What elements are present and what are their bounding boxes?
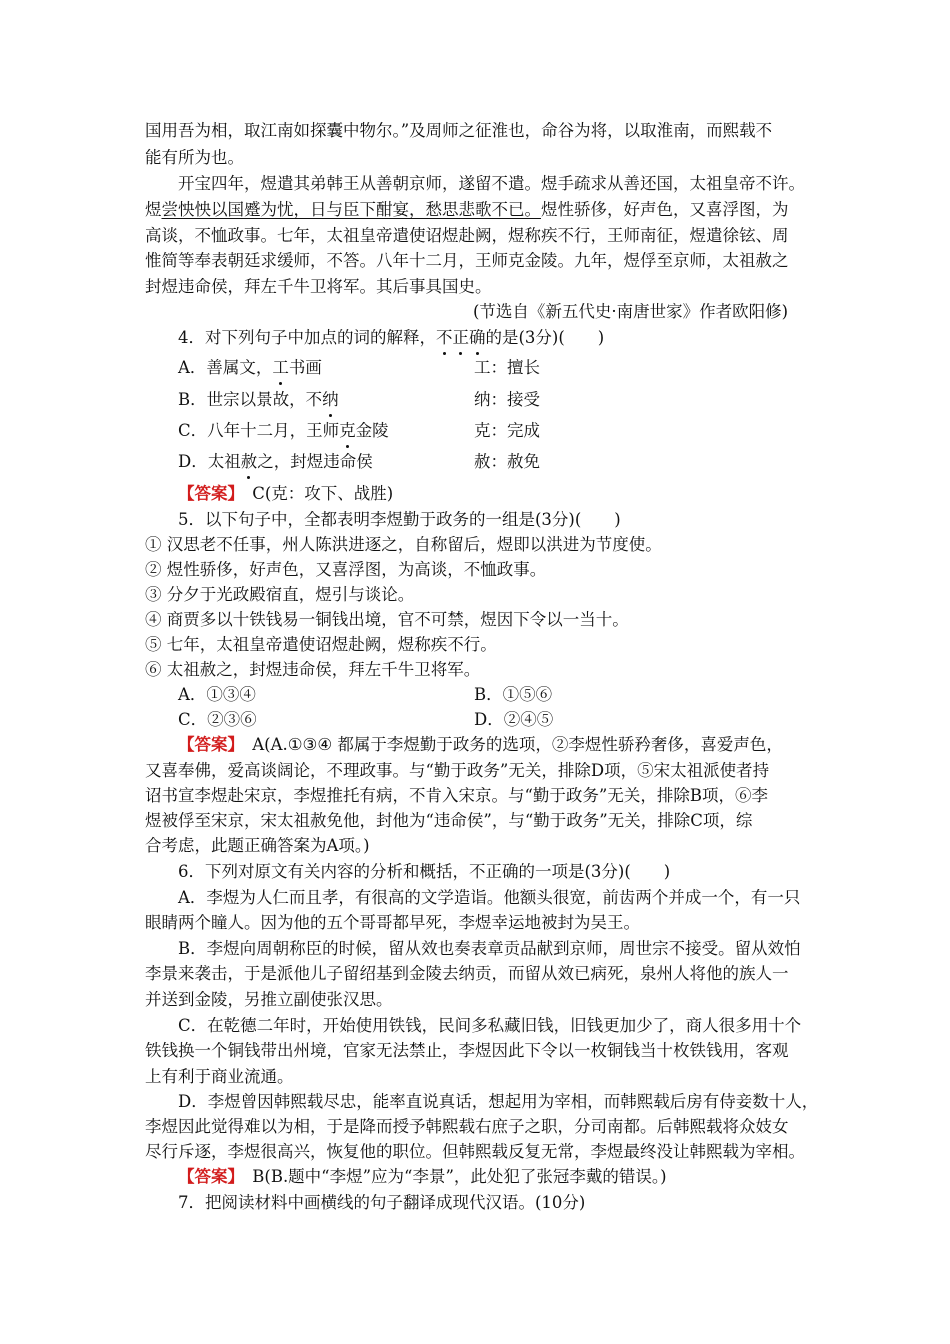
q4-answer: 【答案】 C(克：攻下、战胜) xyxy=(178,484,394,503)
q4-option-c-explanation: 克：完成 xyxy=(474,421,540,440)
q6-option-b-line: 李景来袭击，于是派他儿子留绍基到金陵去纳贡，而留从效已病死，泉州人将他的族人一 xyxy=(145,964,789,983)
q5-item: ⑥ 太祖赦之，封煜违命侯，拜左千牛卫将军。 xyxy=(145,660,481,679)
q6-option-a-line: 眼睛两个瞳人。因为他的五个哥哥都早死，李煜幸运地被封为吴王。 xyxy=(145,913,640,932)
q5-answer-line: 合考虑，此题正确答案为A项。) xyxy=(145,836,370,855)
q6-stem: 6．下列对原文有关内容的分析和概括，不正确的一项是(3分)( ) xyxy=(178,862,671,881)
q6-option-b-line: 并送到金陵，另推立副使张汉思。 xyxy=(145,990,393,1009)
dotted-char: 确 xyxy=(469,326,486,350)
dotted-word: 工 xyxy=(272,356,289,380)
q5-option-a: A．①③④ xyxy=(178,685,256,704)
answer-tag: 【答案】 xyxy=(178,484,236,503)
q6-option-c-line: 上有利于商业流通。 xyxy=(145,1067,294,1086)
q5-option-d: D．②④⑤ xyxy=(474,710,554,729)
passage-line: 开宝四年，煜遣其弟韩王从善朝京师，遂留不遣。煜手疏求从善还国，太祖皇帝不许。 xyxy=(178,174,805,193)
passage-line: 能有所为也。 xyxy=(145,148,244,167)
q6-option-d: D．李煜曾因韩熙载尽忠，能率直说真话，想起用为宰相，而韩熙载后房有侍妾数十人， xyxy=(178,1092,819,1111)
answer-tag: 【答案】 xyxy=(178,735,236,754)
q6-option-a: A．李煜为人仁而且孝，有很高的文学造诣。他额头很宽，前齿两个并成一个，有一只 xyxy=(178,888,801,907)
q5-answer-line: 又喜奉佛，爱高谈阔论，不理政事。与“勤于政务”无关，排除D项，⑤宋太祖派使者持 xyxy=(145,761,770,780)
passage-source: (节选自《新五代史·南唐世家》作者欧阳修) xyxy=(473,302,789,321)
q4-option-b-explanation: 纳：接受 xyxy=(474,390,540,409)
q4-option-a-explanation: 工：擅长 xyxy=(474,358,540,377)
answer-tag: 【答案】 xyxy=(178,1167,236,1186)
q4-option-c: C．八年十二月，王师克金陵 xyxy=(178,419,389,443)
dotted-char: 不 xyxy=(436,326,453,350)
underlined-sentence: 尝怏怏以国蹙为忧，日与臣下酣宴，愁思悲歌不已。 xyxy=(161,200,541,219)
q5-item: ⑤ 七年，太祖皇帝遣使诏煜赴阙，煜称疾不行。 xyxy=(145,635,497,654)
passage-line-underlined: 煜尝怏怏以国蹙为忧，日与臣下酣宴，愁思悲歌不已。煜性骄侈，好声色，又喜浮图，为 xyxy=(145,200,789,219)
dotted-word: 纳 xyxy=(322,388,339,412)
q7-stem: 7．把阅读材料中画横线的句子翻译成现代汉语。(10分) xyxy=(178,1193,586,1212)
q4-option-b: B．世宗以景故，不纳 xyxy=(178,388,339,412)
q5-answer-line: 诏书宣李煜赴宋京，李煜推托有病，不肯入宋京。与“勤于政务”无关，排除B项，⑥李 xyxy=(145,786,768,805)
q5-answer: 【答案】 A(A.①③④ 都属于李煜勤于政务的选项，②李煜性骄矜奢侈，喜爱声色， xyxy=(178,735,783,754)
q5-option-b: B．①⑤⑥ xyxy=(474,685,553,704)
q5-item: ④ 商贾多以十铁钱易一铜钱出境，官不可禁，煜因下令以一当十。 xyxy=(145,610,629,629)
q4-option-d: D．太祖赦之，封煜违命侯 xyxy=(178,450,373,474)
q6-option-d-line: 李煜因此觉得难以为相，于是降而授予韩熙载右庶子之职，分司南都。后韩熙载将众妓女 xyxy=(145,1117,789,1136)
dotted-word: 克 xyxy=(339,419,356,443)
passage-line: 封煜违命侯，拜左千牛卫将军。其后事具国史。 xyxy=(145,277,492,296)
dotted-text xyxy=(436,328,486,347)
q6-option-c-line: 铁钱换一个铜钱带出州境，官家无法禁止，李煜因此下令以一枚铜钱当十枚铁钱用，客观 xyxy=(145,1041,789,1060)
q5-option-c: C．②③⑥ xyxy=(178,710,257,729)
q6-option-b: B．李煜向周朝称臣的时候，留从效也奏表章贡品献到京师，周世宗不接受。留从效怕 xyxy=(178,939,801,958)
dotted-word: 赦 xyxy=(241,450,258,474)
q6-answer: 【答案】 B(B.题中“李煜”应为“李景”，此处犯了张冠李戴的错误。) xyxy=(178,1167,667,1186)
passage-line: 惟简等奉表朝廷求缓师，不答。八年十二月，王师克金陵。九年，煜俘至京师，太祖赦之 xyxy=(145,251,789,270)
q4-option-a: A．善属文，工书画 xyxy=(178,356,322,380)
passage-line: 国用吾为相，取江南如探囊中物尔。”及周师之征淮也，命谷为将，以取淮南，而熙载不 xyxy=(145,121,773,140)
dotted-char: 正 xyxy=(453,326,470,350)
q5-item: ① 汉思老不任事，州人陈洪进逐之，自称留后，煜即以洪进为节度使。 xyxy=(145,535,662,554)
q5-item: ③ 分夕于光政殿宿直，煜引与谈论。 xyxy=(145,585,415,604)
q5-answer-line: 煜被俘至宋京，宋太祖赦免他，封他为“违命侯”，与“勤于政务”无关，排除C项，综 xyxy=(145,811,753,830)
passage-line: 高谈，不恤政事。七年，太祖皇帝遣使诏煜赴阙，煜称疾不行，王师南征，煜遣徐铉、周 xyxy=(145,226,789,245)
q4-option-d-explanation: 赦：赦免 xyxy=(474,452,540,471)
q5-stem: 5．以下句子中，全都表明李煜勤于政务的一组是(3分)( ) xyxy=(178,510,621,529)
q5-item: ② 煜性骄侈，好声色，又喜浮图，为高谈，不恤政事。 xyxy=(145,560,547,579)
q4-stem: 4．对下列句子中加点的词的解释，不正确的是(3分)( ) xyxy=(178,326,604,350)
q6-option-c: C．在乾德二年时，开始使用铁钱，民间多私藏旧钱，旧钱更加少了，商人很多用十个 xyxy=(178,1016,802,1035)
q6-option-d-line: 尽行斥逐，李煜很高兴，恢复他的职位。但韩熙载反复无常，李煜最终没让韩熙载为宰相。 xyxy=(145,1142,805,1161)
